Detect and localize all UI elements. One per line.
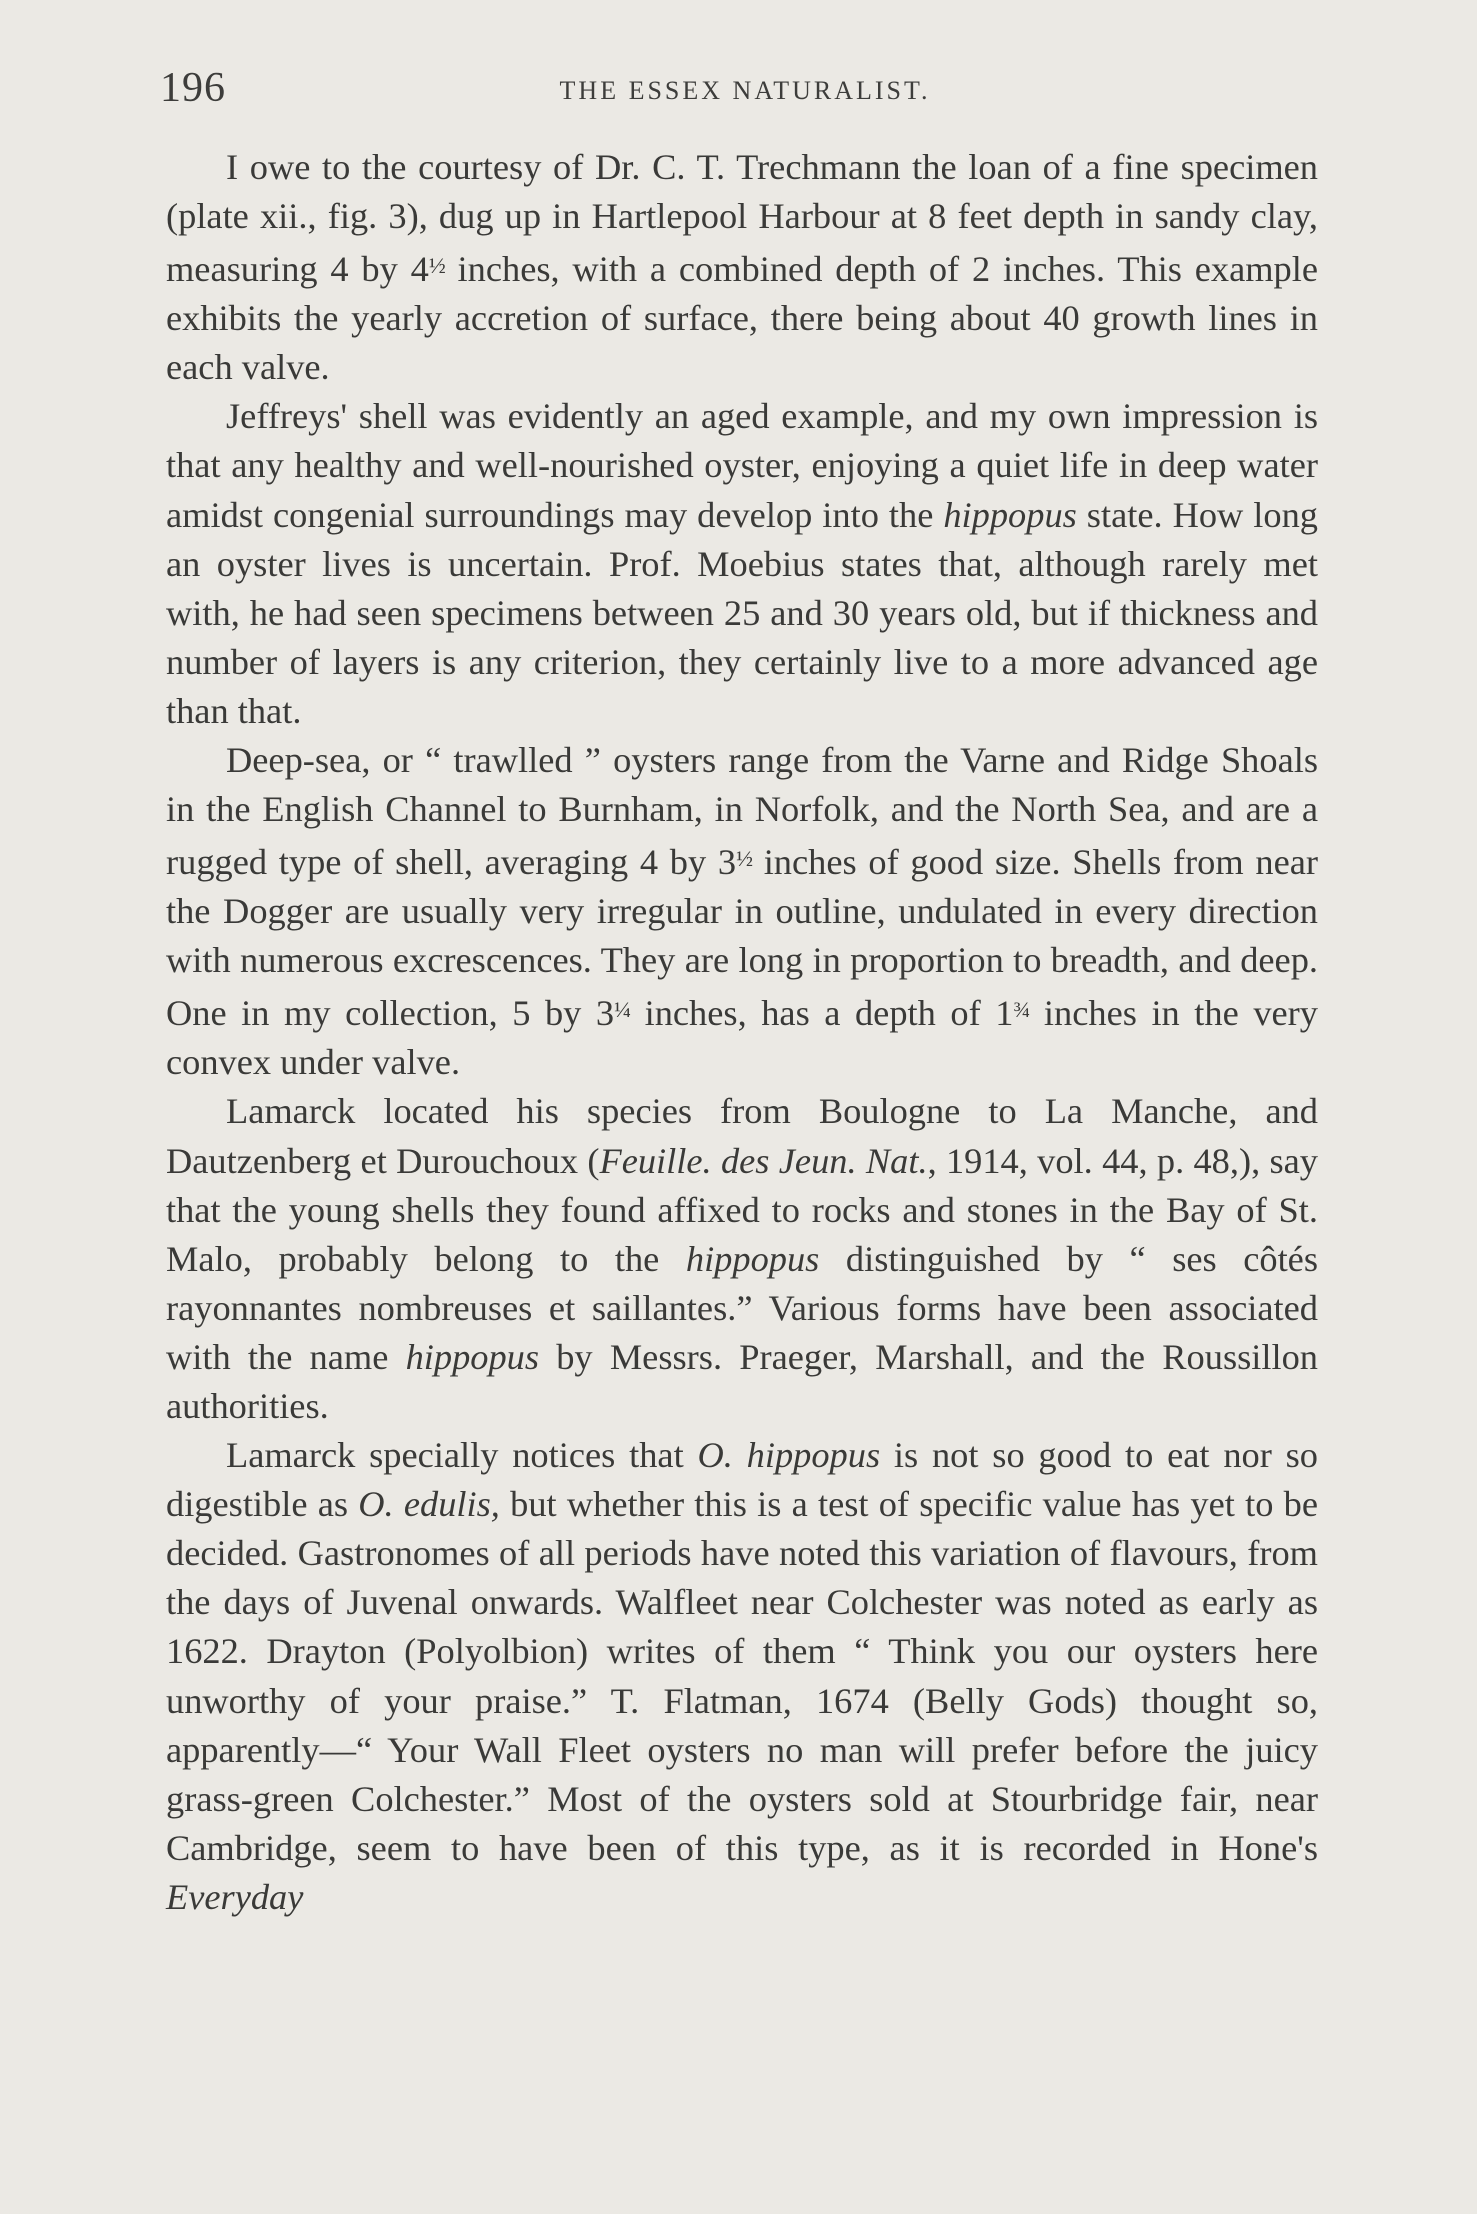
fraction: ¼: [614, 997, 631, 1023]
text-run: Jeffreys' shell was evidently an aged example, and my own impression is that any healthy and well-nourished oyster, enjoying a quiet life in deep water amidst congenial surroundings may develop into the: [166, 396, 1318, 535]
italic-text: hippopus: [943, 494, 1077, 535]
italic-text: Everyday: [166, 1876, 304, 1917]
text-run: inches, with a combined depth of 2 inches. This example exhibits the yearly accretion of surface, there being about 40 growth lines in each valve.: [166, 249, 1318, 388]
text-run: by Messrs. Praeger, Marshall, and the Roussillon authorities.: [166, 1336, 1318, 1427]
page-number: 196: [160, 65, 226, 111]
text-run: distinguished by “ ses côtés rayonnantes nombreuses et saillantes.” Various forms have been associated with the name: [166, 1238, 1318, 1377]
text-run: inches in the very convex under valve.: [166, 993, 1318, 1083]
italic-text: hippopus: [685, 1238, 820, 1279]
text-run: but whether this is a test of specific value has yet to be decided. Gastronomes of all periods have noted this variation of flavours, from the days of Juvenal onwards. Walfleet near Colchester was noted as early as 1622. Drayton (Polyolbion) writes of them “ Think you our oysters here unworthy of your praise.” T. Flatman, 1674 (Belly Gods) thought so, apparently—“ Your Wall Fleet oysters no man will prefer before the juicy grass-green Colchester.” Most of the oysters sold at Stourbridge fair, near Cambridge, seem to have been of this type, as it is recorded in Hone's: [166, 1484, 1318, 1868]
paragraph: [166, 1431, 1318, 1922]
text-run: I owe to the courtesy of Dr. C. T. Trechmann the loan of a fine specimen (plate xii., fig. 3), dug up in Hartlepool Harbour at 8 feet depth in sandy clay, measuring 4 by 4: [166, 147, 1318, 290]
paragraph: [166, 1087, 1318, 1431]
fraction: ½: [428, 253, 445, 279]
text-run: Lamarck specially notices that: [226, 1435, 698, 1476]
body-text: [166, 143, 1318, 1922]
text-run: Lamarck located his species from Boulogne to La Manche, and Dautzenberg et Durouchoux (: [166, 1091, 1318, 1181]
fraction: ¾: [1013, 997, 1030, 1023]
italic-text: Feuille. des Jeun. Nat.: [599, 1140, 928, 1181]
text-run: inches, has a depth of 1: [630, 993, 1014, 1034]
text-run: state. How long an oyster lives is uncertain. Prof. Moebius states that, although rarely met with, he had seen specimens between 25 and 30 years old, but if thickness and number of layers is any criterion, they certainly live to a more advanced age than that.: [166, 494, 1319, 731]
text-run: inches of good size. Shells from near the Dogger are usually very irregular in outline, undulated in every direction with numerous excrescences. They are long in proportion to breadth, and deep. One in my collection, 5 by 3: [166, 842, 1319, 1034]
fraction: ½: [736, 846, 752, 872]
running-title: THE ESSEX NATURALIST.: [559, 76, 931, 105]
paragraph: [166, 143, 1318, 392]
text-run: , 1914, vol. 44, p. 48,), say that the young shells they found affixed to rocks and stones in the Bay of St. Malo, probably belong to the: [166, 1140, 1318, 1279]
italic-text: hippopus: [405, 1336, 540, 1377]
running-head: [160, 64, 1320, 124]
paragraph: [166, 392, 1318, 736]
paragraph: [166, 736, 1318, 1087]
text-run: is not so good to eat nor so digestible as: [166, 1435, 1318, 1525]
italic-text: O. hippopus: [697, 1435, 881, 1476]
text-run: Deep-sea, or “ trawlled ” oysters range from the Varne and Ridge Shoals in the English Channel to Burnham, in Norfolk, and the North Sea, and are a rugged type of shell, averaging 4 by 3: [166, 740, 1318, 883]
italic-text: O. edulis,: [358, 1484, 500, 1525]
